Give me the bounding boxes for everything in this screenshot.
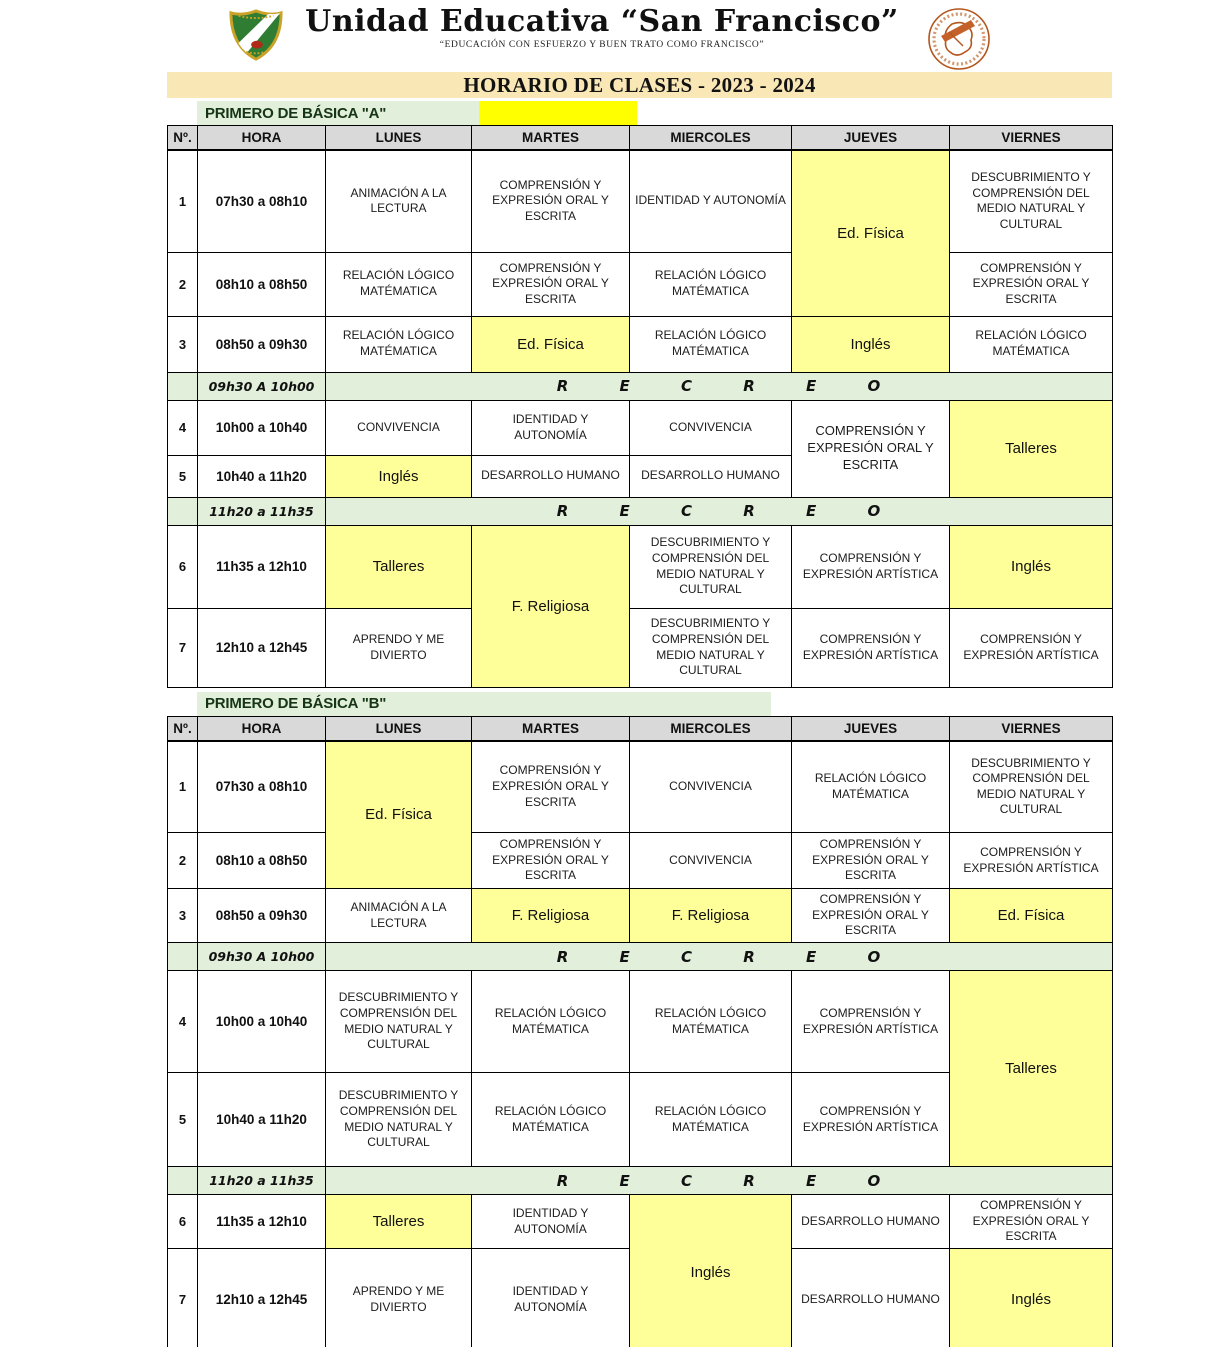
- schedule-cell: DESARROLLO HUMANO: [792, 1249, 950, 1347]
- schedule-cell: DESCUBRIMIENTO Y COMPRENSIÓN DEL MEDIO NATURAL Y CULTURAL: [326, 971, 472, 1073]
- period-number: 2: [168, 252, 198, 316]
- schedule-cell: COMPRENSIÓN Y EXPRESIÓN ORAL Y ESCRITA: [792, 889, 950, 943]
- time-range: 08h10 a 08h50: [198, 252, 326, 316]
- schedule-cell: APRENDO Y ME DIVIERTO: [326, 1249, 472, 1347]
- schedule-cell: CONVIVENCIA: [630, 833, 792, 889]
- class-b-label-strip: [167, 692, 1112, 716]
- schedule-cell: F. Religiosa: [630, 889, 792, 943]
- recreo-label: R E C R E O: [326, 943, 1113, 971]
- time-range: 08h50 a 09h30: [198, 316, 326, 372]
- period-number: 3: [168, 316, 198, 372]
- strip-spacer: [167, 692, 197, 716]
- schedule-cell: DESCUBRIMIENTO Y COMPRENSIÓN DEL MEDIO NATURAL Y CULTURAL: [630, 608, 792, 687]
- school-name: Unidad Educativa “San Francisco”: [305, 4, 899, 39]
- schedule-cell: RELACIÓN LÓGICO MATÉMATICA: [472, 1073, 630, 1167]
- column-header-miercoles: MIERCOLES: [630, 716, 792, 741]
- column-header-hora: HORA: [198, 716, 326, 741]
- class-a-label-strip: [167, 101, 1112, 125]
- schedule-cell: CONVIVENCIA: [326, 400, 472, 455]
- schedule-cell: COMPRENSIÓN Y EXPRESIÓN ORAL Y ESCRITA: [472, 833, 630, 889]
- schedule-cell: DESCUBRIMIENTO Y COMPRENSIÓN DEL MEDIO NATURAL Y CULTURAL: [950, 150, 1113, 252]
- recreo-row: [168, 372, 1113, 400]
- schedule-cell: RELACIÓN LÓGICO MATÉMATICA: [630, 971, 792, 1073]
- schedule-cell: DESCUBRIMIENTO Y COMPRENSIÓN DEL MEDIO NATURAL Y CULTURAL: [326, 1073, 472, 1167]
- schedule-table-b: [167, 716, 1113, 1347]
- class-a-title-cell: [197, 101, 479, 125]
- schedule-cell: COMPRENSIÓN Y EXPRESIÓN ORAL Y ESCRITA: [472, 150, 630, 252]
- recreo-empty-cell: [168, 943, 198, 971]
- time-range: 08h50 a 09h30: [198, 889, 326, 943]
- schedule-cell: Ed. Física: [950, 889, 1113, 943]
- class-a-title: PRIMERO DE BÁSICA "A": [205, 104, 387, 122]
- column-header-lunes: LUNES: [326, 126, 472, 151]
- period-number: 5: [168, 1073, 198, 1167]
- schedule-cell: RELACIÓN LÓGICO MATÉMATICA: [630, 316, 792, 372]
- time-range: 07h30 a 08h10: [198, 150, 326, 252]
- recreo-time: 11h20 a 11h35: [198, 1167, 326, 1195]
- schedule-cell: Ed. Física: [792, 150, 950, 316]
- schedule-cell: DESARROLLO HUMANO: [630, 455, 792, 497]
- schedule-cell: Inglés: [950, 525, 1113, 608]
- table-row: [168, 316, 1113, 372]
- column-header-viernes: VIERNES: [950, 716, 1113, 741]
- table-row: [168, 150, 1113, 252]
- schedule-cell: Inglés: [630, 1195, 792, 1347]
- column-header-martes: MARTES: [472, 716, 630, 741]
- table-row: [168, 252, 1113, 316]
- schedule-cell: RELACIÓN LÓGICO MATÉMATICA: [326, 316, 472, 372]
- time-range: 10h40 a 11h20: [198, 1073, 326, 1167]
- schedule-cell: ANIMACIÓN A LA LECTURA: [326, 150, 472, 252]
- table-row: [168, 608, 1113, 687]
- schedule-cell: Inglés: [792, 316, 950, 372]
- period-number: 6: [168, 525, 198, 608]
- column-header-jueves: JUEVES: [792, 126, 950, 151]
- schedule-cell: RELACIÓN LÓGICO MATÉMATICA: [326, 252, 472, 316]
- schedule-cell: IDENTIDAD Y AUTONOMÍA: [472, 1195, 630, 1249]
- schedule-cell: RELACIÓN LÓGICO MATÉMATICA: [630, 252, 792, 316]
- schedule-cell: COMPRENSIÓN Y EXPRESIÓN ARTÍSTICA: [950, 833, 1113, 889]
- schedule-cell: COMPRENSIÓN Y EXPRESIÓN ORAL Y ESCRITA: [792, 833, 950, 889]
- schedule-cell: ANIMACIÓN A LA LECTURA: [326, 889, 472, 943]
- table-row: [168, 525, 1113, 608]
- period-number: 5: [168, 455, 198, 497]
- schedule-cell: DESCUBRIMIENTO Y COMPRENSIÓN DEL MEDIO NATURAL Y CULTURAL: [950, 741, 1113, 833]
- recreo-row: [168, 1167, 1113, 1195]
- time-range: 11h35 a 12h10: [198, 525, 326, 608]
- schedule-cell: IDENTIDAD Y AUTONOMÍA: [630, 150, 792, 252]
- period-number: 7: [168, 608, 198, 687]
- schedule-cell: RELACIÓN LÓGICO MATÉMATICA: [630, 1073, 792, 1167]
- schedule-cell: CONVIVENCIA: [630, 400, 792, 455]
- schedule-title-banner: [167, 72, 1112, 98]
- schedule-cell: COMPRENSIÓN Y EXPRESIÓN ARTÍSTICA: [792, 1073, 950, 1167]
- schedule-cell: IDENTIDAD Y AUTONOMÍA: [472, 400, 630, 455]
- schedule-cell: RELACIÓN LÓGICO MATÉMATICA: [950, 316, 1113, 372]
- table-row: [168, 833, 1113, 889]
- recreo-row: [168, 943, 1113, 971]
- schedule-cell: Talleres: [950, 400, 1113, 497]
- schedule-cell: COMPRENSIÓN Y EXPRESIÓN ORAL Y ESCRITA: [950, 252, 1113, 316]
- schedule-table-a: [167, 125, 1113, 688]
- school-seal-icon: [919, 6, 997, 72]
- time-range: 10h00 a 10h40: [198, 400, 326, 455]
- schedule-cell: F. Religiosa: [472, 889, 630, 943]
- schedule-cell: F. Religiosa: [472, 525, 630, 687]
- recreo-label: R E C R E O: [326, 1167, 1113, 1195]
- schedule-cell: DESARROLLO HUMANO: [472, 455, 630, 497]
- column-header-num: Nº.: [168, 716, 198, 741]
- period-number: 7: [168, 1249, 198, 1347]
- recreo-label: R E C R E O: [326, 497, 1113, 525]
- table-row: [168, 716, 1113, 741]
- recreo-empty-cell: [168, 372, 198, 400]
- schedule-cell: COMPRENSIÓN Y EXPRESIÓN ORAL Y ESCRITA: [950, 1195, 1113, 1249]
- school-title-block: [305, 6, 899, 50]
- table-row: [168, 741, 1113, 833]
- schedule-cell: Talleres: [950, 971, 1113, 1167]
- schedule-cell: CONVIVENCIA: [630, 741, 792, 833]
- time-range: 11h35 a 12h10: [198, 1195, 326, 1249]
- schedule-cell: RELACIÓN LÓGICO MATÉMATICA: [792, 741, 950, 833]
- schedule-cell: COMPRENSIÓN Y EXPRESIÓN ARTÍSTICA: [792, 525, 950, 608]
- class-b-title: PRIMERO DE BÁSICA "B": [205, 695, 387, 712]
- column-header-lunes: LUNES: [326, 716, 472, 741]
- schedule-cell: Inglés: [950, 1249, 1113, 1347]
- recreo-empty-cell: [168, 497, 198, 525]
- schedule-cell: DESARROLLO HUMANO: [792, 1195, 950, 1249]
- column-header-hora: HORA: [198, 126, 326, 151]
- schedule-cell: Talleres: [326, 1195, 472, 1249]
- recreo-empty-cell: [168, 1167, 198, 1195]
- schedule-cell: IDENTIDAD Y AUTONOMÍA: [472, 1249, 630, 1347]
- schedule-cell: COMPRENSIÓN Y EXPRESIÓN ORAL Y ESCRITA: [472, 252, 630, 316]
- school-motto: “EDUCACIÓN CON ESFUERZO Y BUEN TRATO COMO FRANCISCO”: [439, 39, 765, 50]
- period-number: 1: [168, 741, 198, 833]
- column-header-martes: MARTES: [472, 126, 630, 151]
- schedule-cell: Ed. Física: [472, 316, 630, 372]
- column-header-miercoles: MIERCOLES: [630, 126, 792, 151]
- time-range: 12h10 a 12h45: [198, 1249, 326, 1347]
- schedule-cell: APRENDO Y ME DIVIERTO: [326, 608, 472, 687]
- document-header: [0, 0, 1224, 66]
- schedule-cell: COMPRENSIÓN Y EXPRESIÓN ORAL Y ESCRITA: [472, 741, 630, 833]
- time-range: 10h40 a 11h20: [198, 455, 326, 497]
- table-row: [168, 889, 1113, 943]
- period-number: 6: [168, 1195, 198, 1249]
- recreo-time: 09h30 A 10h00: [198, 372, 326, 400]
- yellow-highlight-cell: [479, 101, 637, 125]
- period-number: 2: [168, 833, 198, 889]
- period-number: 1: [168, 150, 198, 252]
- time-range: 07h30 a 08h10: [198, 741, 326, 833]
- schedule-cell: Ed. Física: [326, 741, 472, 889]
- column-header-jueves: JUEVES: [792, 716, 950, 741]
- time-range: 12h10 a 12h45: [198, 608, 326, 687]
- table-row: [168, 1195, 1113, 1249]
- time-range: 08h10 a 08h50: [198, 833, 326, 889]
- recreo-label: R E C R E O: [326, 372, 1113, 400]
- schedule-cell: Inglés: [326, 455, 472, 497]
- schedule-cell: DESCUBRIMIENTO Y COMPRENSIÓN DEL MEDIO NATURAL Y CULTURAL: [630, 525, 792, 608]
- column-header-num: Nº.: [168, 126, 198, 151]
- recreo-time: 09h30 A 10h00: [198, 943, 326, 971]
- period-number: 3: [168, 889, 198, 943]
- schedule-cell: COMPRENSIÓN Y EXPRESIÓN ARTÍSTICA: [792, 971, 950, 1073]
- table-row: [168, 400, 1113, 455]
- schedule-title: HORARIO DE CLASES - 2023 - 2024: [463, 72, 816, 97]
- table-row: [168, 971, 1113, 1073]
- school-crest-icon: [227, 8, 285, 62]
- period-number: 4: [168, 400, 198, 455]
- schedule-cell: COMPRENSIÓN Y EXPRESIÓN ORAL Y ESCRITA: [792, 400, 950, 497]
- column-header-viernes: VIERNES: [950, 126, 1113, 151]
- recreo-time: 11h20 a 11h35: [198, 497, 326, 525]
- schedule-cell: RELACIÓN LÓGICO MATÉMATICA: [472, 971, 630, 1073]
- table-row: [168, 126, 1113, 151]
- time-range: 10h00 a 10h40: [198, 971, 326, 1073]
- schedule-cell: COMPRENSIÓN Y EXPRESIÓN ARTÍSTICA: [792, 608, 950, 687]
- period-number: 4: [168, 971, 198, 1073]
- schedule-cell: COMPRENSIÓN Y EXPRESIÓN ARTÍSTICA: [950, 608, 1113, 687]
- recreo-row: [168, 497, 1113, 525]
- schedule-cell: Talleres: [326, 525, 472, 608]
- strip-spacer: [167, 101, 197, 125]
- class-b-title-cell: [197, 692, 771, 716]
